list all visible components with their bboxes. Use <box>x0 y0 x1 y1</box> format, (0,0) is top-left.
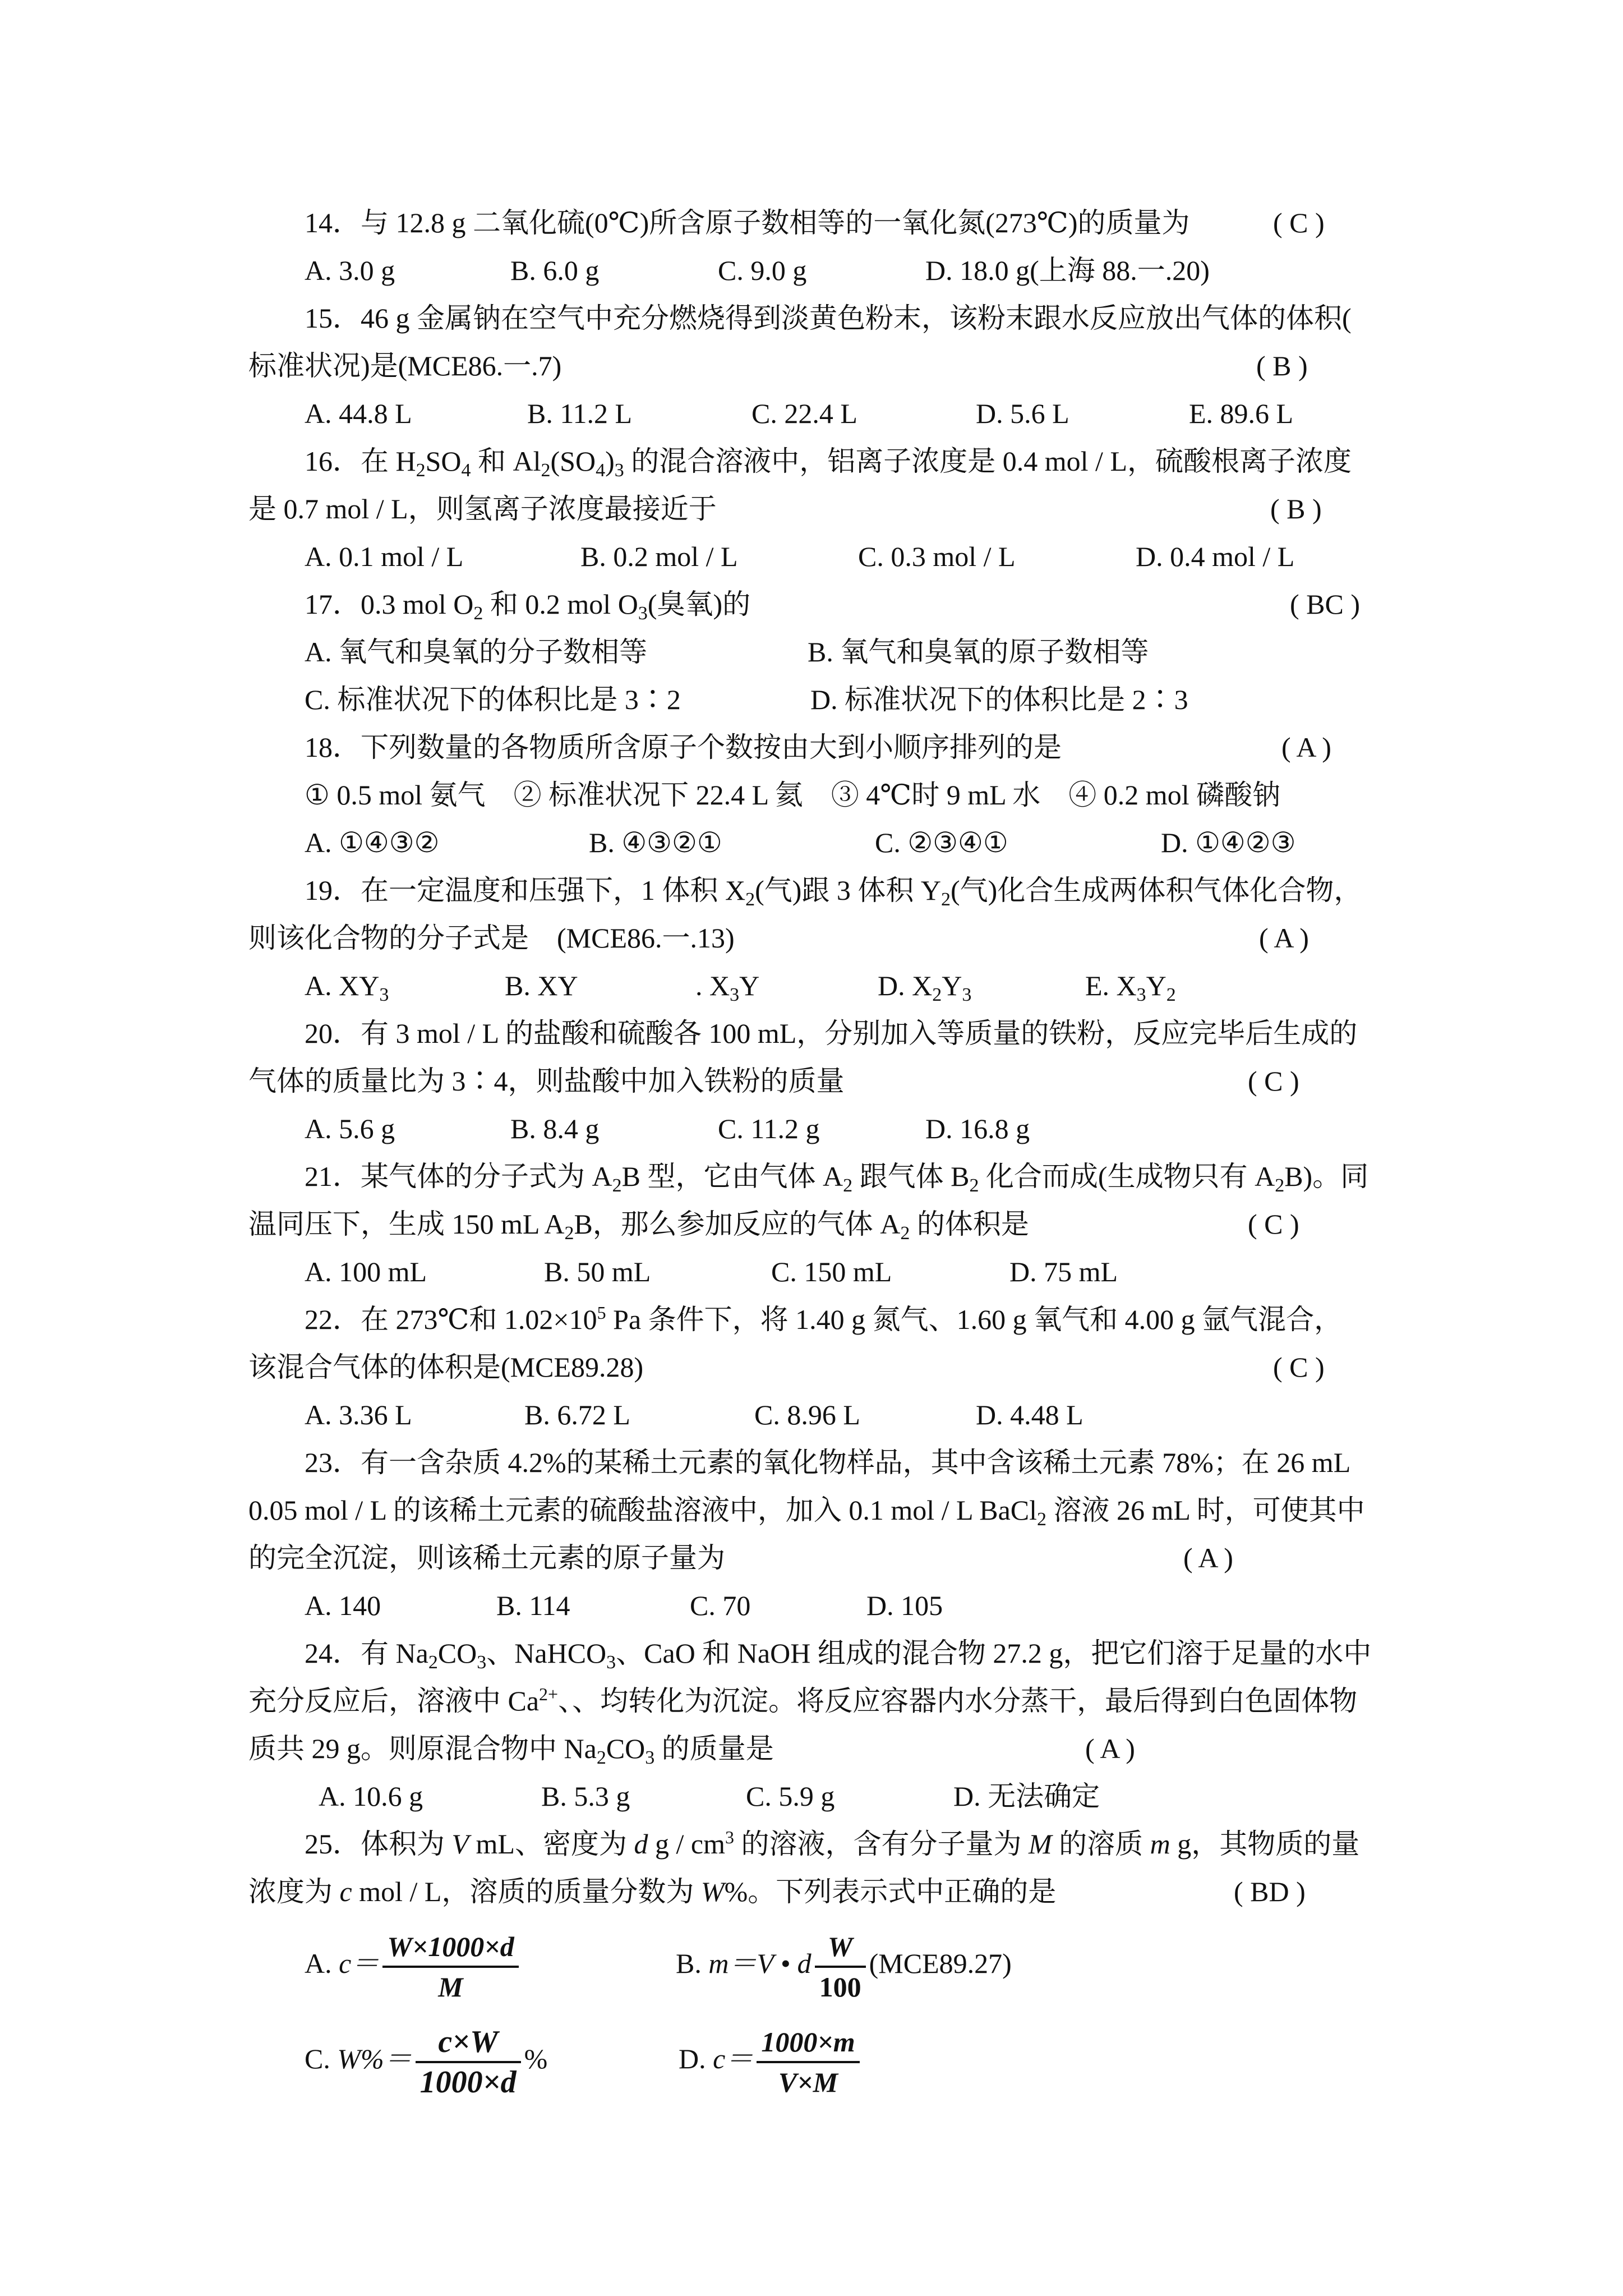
q15-stem-line2: 标准状况)是(MCE86.一.7) <box>248 350 562 381</box>
q18-option-d: D. ①④②③ <box>1161 827 1296 858</box>
q23-option-c: C. 70 <box>690 1590 751 1621</box>
q21-stem-line2: 温同压下，生成 150 mL $A_2B$，那么参加反应的气体 $A_2$ 的体积是 <box>248 1208 1029 1244</box>
q23-stem-line3: 的完全沉淀，则该稀土元素的原子量为 <box>248 1542 725 1573</box>
q16-stem-line2: 是 0.7 mol / L，则氢离子浓度最接近于 <box>248 493 717 524</box>
q24-stem-line2: 充分反应后，溶液中 $Ca^{2+}$、、均转化为沉淀。将反应容器内水分蒸干，最后得到白色固体物 <box>248 1684 1358 1717</box>
q24-option-a: A. 10.6 g <box>319 1780 423 1812</box>
q24-option-c: C. 5.9 g <box>746 1780 835 1812</box>
q23-option-d: D. 105 <box>866 1590 943 1621</box>
q15-option-c: C. 22.4 L <box>751 398 857 429</box>
q25-answer: ( BD ) <box>1234 1876 1306 1907</box>
q23-option-b: B. 114 <box>496 1590 570 1621</box>
q23-answer: ( A ) <box>1183 1542 1233 1573</box>
q14-option-c: C. 9.0 g <box>718 255 807 286</box>
q25-option-a-fraction: $\frac{W\times 1000\times d}{M}$ <box>382 1931 518 2003</box>
q25-option-c-lhs: W%＝ <box>337 2043 412 2074</box>
q22-option-a: A. 3.36 L <box>305 1399 412 1430</box>
q20-option-c: C. 11.2 g <box>718 1113 820 1144</box>
q25-option-c <box>305 2022 548 2100</box>
q16-stem-line1: 16．在 $H_2SO_4$ 和 $Al_2(SO_4)_3$ 的混合溶液中，铝离子浓度是 0.4 mol / L，硫酸根离子浓度 <box>305 445 1352 481</box>
q15-answer: ( B ) <box>1256 350 1308 381</box>
q25-option-d-lhs: c＝ <box>713 2043 754 2074</box>
q18-items: ① 0.5 mol 氨气 ② 标准状况下 22.4 L 氦 ③ 4℃时 9 mL 水 ④ 0.2 mol 磷酸钠 <box>305 779 1281 811</box>
q22-stem-line2: 该混合气体的体积是(MCE89.28) <box>248 1351 644 1383</box>
q15-stem-line1: 15．46 g 金属钠在空气中充分燃烧得到淡黄色粉末，该粉末跟水反应放出气体的体积( <box>305 302 1352 334</box>
q17-stem: 17．0.3 mol $O_2$ 和 0.2 mol $O_3$(臭氧)的 <box>305 588 751 624</box>
q19-answer: ( A ) <box>1259 922 1309 954</box>
q25-option-b-source: (MCE89.27) <box>869 1948 1012 1979</box>
q15-option-b: B. 11.2 L <box>527 398 633 429</box>
q14-option-a: A. 3.0 g <box>305 255 395 286</box>
q18-answer: ( A ) <box>1281 731 1331 763</box>
q25-option-c-fraction: $\frac{c\times W}{1000\times d}$ <box>416 2026 521 2098</box>
q21-option-c: C. 150 mL <box>771 1256 892 1287</box>
q22-answer: ( C ) <box>1273 1351 1325 1383</box>
q17-option-b: B. 氧气和臭氧的原子数相等 <box>808 636 1149 668</box>
q21-stem-line1: 21．某气体的分子式为 $A_2B$ 型，它由气体 $A_2$ 跟气体 $B_2$ 化合而成(生成物只有 $A_2B$)。同 <box>305 1161 1369 1196</box>
q25-option-c-percent: % <box>524 2043 548 2074</box>
q20-option-a: A. 5.6 g <box>305 1113 395 1144</box>
q25-option-a-label: A. <box>305 1948 339 1979</box>
q16-option-a: A. 0.1 mol / L <box>305 541 464 572</box>
q25-stem-line2: 浓度为 c mol / L，溶质的质量分数为 W%。下列表示式中正确的是 <box>248 1876 1057 1907</box>
q15-option-e: E. 89.6 L <box>1189 398 1294 429</box>
q22-stem-line1: 22．在 273℃和 $1.02\times 10^5$ Pa 条件下，将 1.40 g 氮气、1.60 g 氧气和 4.00 g 氩气混合， <box>305 1303 1343 1335</box>
q16-option-c: C. 0.3 mol / L <box>858 541 1016 572</box>
q16-option-d: D. 0.4 mol / L <box>1136 541 1295 572</box>
q25-stem-line1: 25．体积为 V mL、密度为 d g / $cm^3$ 的溶液，含有分子量为 M 的溶质 m g，其物质的量 <box>305 1827 1360 1860</box>
q23-stem-line2: 0.05 mol / L 的该稀土元素的硫酸盐溶液中，加入 0.1 mol / L BaCl$_2$ 溶液 26 mL 时，可使其中 <box>248 1494 1365 1530</box>
q24-stem-line3: 质共 29 g。则原混合物中 $Na_2CO_3$ 的质量是 <box>248 1733 774 1768</box>
q19-option-d: D. $X_2Y_3$ <box>878 970 972 1005</box>
q21-option-d: D. 75 mL <box>1009 1256 1118 1287</box>
q20-stem-line1: 20．有 3 mol / L 的盐酸和硫酸各 100 mL，分别加入等质量的铁粉，反应完毕后生成的 <box>305 1018 1358 1049</box>
q15-option-d: D. 5.6 L <box>976 398 1069 429</box>
q25-option-b-lhs: m＝V • d <box>708 1948 811 1979</box>
q25-option-b-fraction: $\frac{W}{100}$ <box>815 1931 866 2003</box>
q19-stem-line2: 则该化合物的分子式是 (MCE86.一.13) <box>248 922 735 954</box>
q25-option-a-lhs: c＝ <box>339 1948 380 1979</box>
q25-option-d <box>679 2022 863 2098</box>
q19-option-c: . $X_3Y$ <box>695 970 760 1005</box>
q14-option-d: D. 18.0 g(上海 88.一.20) <box>925 255 1210 286</box>
q18-stem: 18．下列数量的各物质所含原子个数按由大到小顺序排列的是 <box>305 731 1062 763</box>
q14-stem: 14．与 12.8 g 二氧化硫(0℃)所含原子数相等的一氧化氮(273℃)的质量为 <box>305 207 1190 238</box>
q16-answer: ( B ) <box>1270 493 1322 524</box>
q19-stem-line1: 19．在一定温度和压强下，1 体积 $X_2$(气)跟 3 体积 $Y_2$(气)化合生成两体积气体化合物， <box>305 875 1362 910</box>
q25-option-d-label: D. <box>679 2043 713 2074</box>
q20-stem-line2: 气体的质量比为 3∶4，则盐酸中加入铁粉的质量 <box>248 1065 845 1097</box>
q23-stem-line1: 23．有一含杂质 4.2%的某稀土元素的氧化物样品，其中含该稀土元素 78%；在 26 mL <box>305 1447 1351 1478</box>
q25-option-a <box>305 1927 522 2003</box>
q18-option-a: A. ①④③② <box>305 827 440 858</box>
q20-answer: ( C ) <box>1248 1065 1299 1097</box>
q14-option-b: B. 6.0 g <box>510 255 600 286</box>
q15-option-a: A. 44.8 L <box>305 398 412 429</box>
q20-option-d: D. 16.8 g <box>925 1113 1030 1144</box>
q17-answer: ( BC ) <box>1290 588 1360 620</box>
q18-option-b: B. ④③②① <box>589 827 722 858</box>
q21-answer: ( C ) <box>1248 1208 1299 1240</box>
q17-option-c: C. 标准状况下的体积比是 3∶2 <box>305 684 681 715</box>
q19-option-a: A. $XY_3$ <box>305 970 389 1005</box>
q19-option-e: E. $X_3Y_2$ <box>1085 970 1176 1005</box>
q25-option-d-fraction: $\frac{1000\times m}{V\times M}$ <box>757 2026 859 2098</box>
q21-option-a: A. 100 mL <box>305 1256 427 1287</box>
q16-option-b: B. 0.2 mol / L <box>580 541 738 572</box>
q24-option-b: B. 5.3 g <box>541 1780 630 1812</box>
q21-option-b: B. 50 mL <box>544 1256 651 1287</box>
q20-option-b: B. 8.4 g <box>510 1113 600 1144</box>
q18-option-c: C. ②③④① <box>875 827 1008 858</box>
q24-answer: ( A ) <box>1085 1733 1135 1764</box>
q25-option-b <box>676 1927 1012 2003</box>
q22-option-c: C. 8.96 L <box>754 1399 860 1430</box>
q17-option-a: A. 氧气和臭氧的分子数相等 <box>305 636 648 668</box>
q22-option-d: D. 4.48 L <box>976 1399 1083 1430</box>
q14-answer: ( C ) <box>1273 207 1325 238</box>
q24-option-d: D. 无法确定 <box>953 1780 1100 1812</box>
q24-stem-line1: 24．有 $Na_2CO_3$、NaHCO$_3$、CaO 和 NaOH 组成的混合物 27.2 g，把它们溶于足量的水中 <box>305 1637 1372 1673</box>
q25-option-b-label: B. <box>676 1948 709 1979</box>
q25-option-c-label: C. <box>305 2043 338 2074</box>
q22-option-b: B. 6.72 L <box>524 1399 630 1430</box>
q23-option-a: A. 140 <box>305 1590 381 1621</box>
q17-option-d: D. 标准状况下的体积比是 2∶3 <box>810 684 1188 715</box>
q19-option-b: B. XY <box>505 970 578 1001</box>
